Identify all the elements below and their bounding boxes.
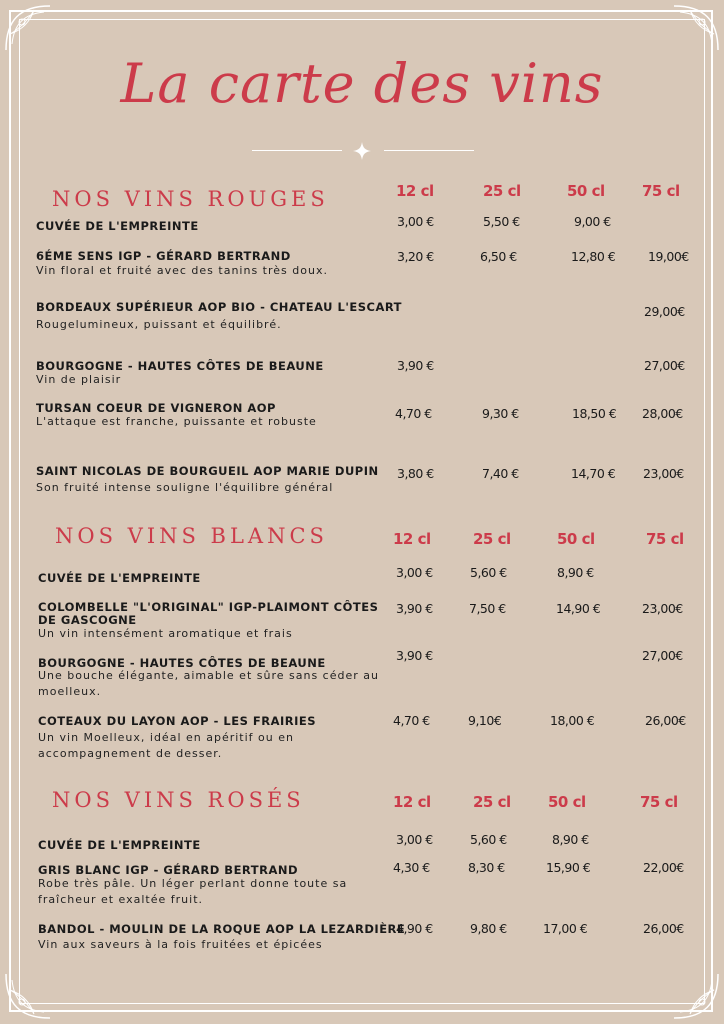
ornament-corner-icon: [0, 964, 60, 1024]
column-header-25cl: 25 cl: [473, 793, 511, 811]
sparkle-star-icon: [352, 141, 372, 161]
column-header-50cl: 50 cl: [557, 530, 595, 548]
wine-name: BOURGOGNE - HAUTES CÔTES DE BEAUNE: [38, 656, 326, 670]
wine-name: CUVÉE DE L'EMPREINTE: [38, 838, 201, 852]
column-header-25cl: 25 cl: [473, 530, 511, 548]
price-50cl: 18,00 €: [550, 713, 595, 728]
column-header-12cl: 12 cl: [396, 182, 434, 200]
price-75cl: 22,00€: [643, 860, 684, 875]
ornament-corner-icon: [0, 0, 60, 60]
price-50cl: 12,80 €: [571, 249, 616, 264]
wine-name: CUVÉE DE L'EMPREINTE: [36, 219, 199, 233]
price-12cl: 3,00 €: [397, 214, 434, 229]
wine-name: COLOMBELLE "L'ORIGINAL" IGP-PLAIMONT CÔTES DE GASCOGNE: [38, 600, 379, 627]
price-12cl: 3,90 €: [396, 601, 433, 616]
price-75cl: 26,00€: [643, 921, 684, 936]
price-12cl: 3,90 €: [396, 648, 433, 663]
wine-description: Rougelumineux, puissant et équilibré.: [36, 318, 282, 331]
price-75cl: 23,00€: [643, 466, 684, 481]
column-header-12cl: 12 cl: [393, 530, 431, 548]
inner-frame: [19, 19, 705, 1004]
price-25cl: 6,50 €: [480, 249, 517, 264]
price-75cl: 28,00€: [642, 406, 683, 421]
price-75cl: 27,00€: [644, 358, 685, 373]
wine-name: BORDEAUX SUPÉRIEUR AOP BIO - CHATEAU L'ESCART: [36, 300, 403, 314]
price-25cl: 9,10€: [468, 713, 502, 728]
section-title-blancs: NOS VINS BLANCS: [55, 524, 328, 548]
wine-name: COTEAUX DU LAYON AOP - LES FRAIRIES: [38, 714, 317, 728]
price-12cl: 3,20 €: [397, 249, 434, 264]
price-12cl: 3,00 €: [396, 565, 433, 580]
wine-name: BANDOL - MOULIN DE LA ROQUE AOP LA LEZARDIÈRE: [38, 922, 406, 936]
price-25cl: 9,80 €: [470, 921, 507, 936]
price-75cl: 27,00€: [642, 648, 683, 663]
column-header-50cl: 50 cl: [548, 793, 586, 811]
price-12cl: 4,70 €: [395, 406, 432, 421]
wine-description: L'attaque est franche, puissante et robuste: [36, 415, 317, 428]
price-75cl: 23,00€: [642, 601, 683, 616]
page-title: La carte des vins: [120, 52, 604, 115]
price-50cl: 14,90 €: [556, 601, 601, 616]
price-50cl: 14,70 €: [571, 466, 616, 481]
wine-description: Robe très pâle. Un léger perlant donne toute sa fraîcheur et exaltée fruit.: [38, 877, 348, 906]
wine-name: BOURGOGNE - HAUTES CÔTES DE BEAUNE: [36, 359, 324, 373]
ornament-corner-icon: [664, 0, 724, 60]
ornament-corner-icon: [664, 964, 724, 1024]
price-50cl: 17,00 €: [543, 921, 588, 936]
wine-description: Une bouche élégante, aimable et sûre sans céder au moelleux.: [38, 669, 379, 698]
column-header-25cl: 25 cl: [483, 182, 521, 200]
wine-name: GRIS BLANC IGP - GÉRARD BERTRAND: [38, 863, 299, 877]
price-75cl: 29,00€: [644, 304, 685, 319]
wine-description: Son fruité intense souligne l'équilibre général: [36, 481, 334, 494]
price-50cl: 8,90 €: [557, 565, 594, 580]
price-12cl: 3,80 €: [397, 466, 434, 481]
price-25cl: 5,60 €: [470, 565, 507, 580]
price-12cl: 4,30 €: [393, 860, 430, 875]
column-header-75cl: 75 cl: [646, 530, 684, 548]
column-header-75cl: 75 cl: [640, 793, 678, 811]
price-50cl: 15,90 €: [546, 860, 591, 875]
wine-description: Un vin intensément aromatique et frais: [38, 627, 293, 640]
wine-description: Vin aux saveurs à la fois fruitées et épicées: [38, 938, 323, 951]
price-12cl: 4,70 €: [393, 713, 430, 728]
price-12cl: 3,90 €: [397, 358, 434, 373]
price-75cl: 26,00€: [645, 713, 686, 728]
price-75cl: 19,00€: [648, 249, 689, 264]
price-50cl: 8,90 €: [552, 832, 589, 847]
price-25cl: 9,30 €: [482, 406, 519, 421]
divider-line-left: [252, 150, 342, 151]
wine-name: SAINT NICOLAS DE BOURGUEIL AOP MARIE DUPIN: [36, 464, 379, 478]
section-title-roses: NOS VINS ROSÉS: [52, 788, 305, 812]
price-25cl: 7,50 €: [469, 601, 506, 616]
price-12cl: 4,90 €: [396, 921, 433, 936]
wine-name: CUVÉE DE L'EMPREINTE: [38, 571, 201, 585]
wine-description: Vin de plaisir: [36, 373, 122, 386]
divider-line-right: [384, 150, 474, 151]
column-header-75cl: 75 cl: [642, 182, 680, 200]
wine-description: Vin floral et fruité avec des tanins très doux.: [36, 264, 328, 277]
wine-name: 6ÉME SENS IGP - GÉRARD BERTRAND: [36, 249, 291, 263]
price-12cl: 3,00 €: [396, 832, 433, 847]
wine-description: Un vin Moelleux, idéal en apéritif ou en accompagnement de desser.: [38, 731, 294, 760]
wine-name: TURSAN COEUR DE VIGNERON AOP: [36, 401, 276, 415]
price-25cl: 7,40 €: [482, 466, 519, 481]
price-25cl: 5,50 €: [483, 214, 520, 229]
section-title-rouges: NOS VINS ROUGES: [52, 187, 329, 211]
column-header-12cl: 12 cl: [393, 793, 431, 811]
price-25cl: 5,60 €: [470, 832, 507, 847]
price-25cl: 8,30 €: [468, 860, 505, 875]
price-50cl: 9,00 €: [574, 214, 611, 229]
column-header-50cl: 50 cl: [567, 182, 605, 200]
price-50cl: 18,50 €: [572, 406, 617, 421]
